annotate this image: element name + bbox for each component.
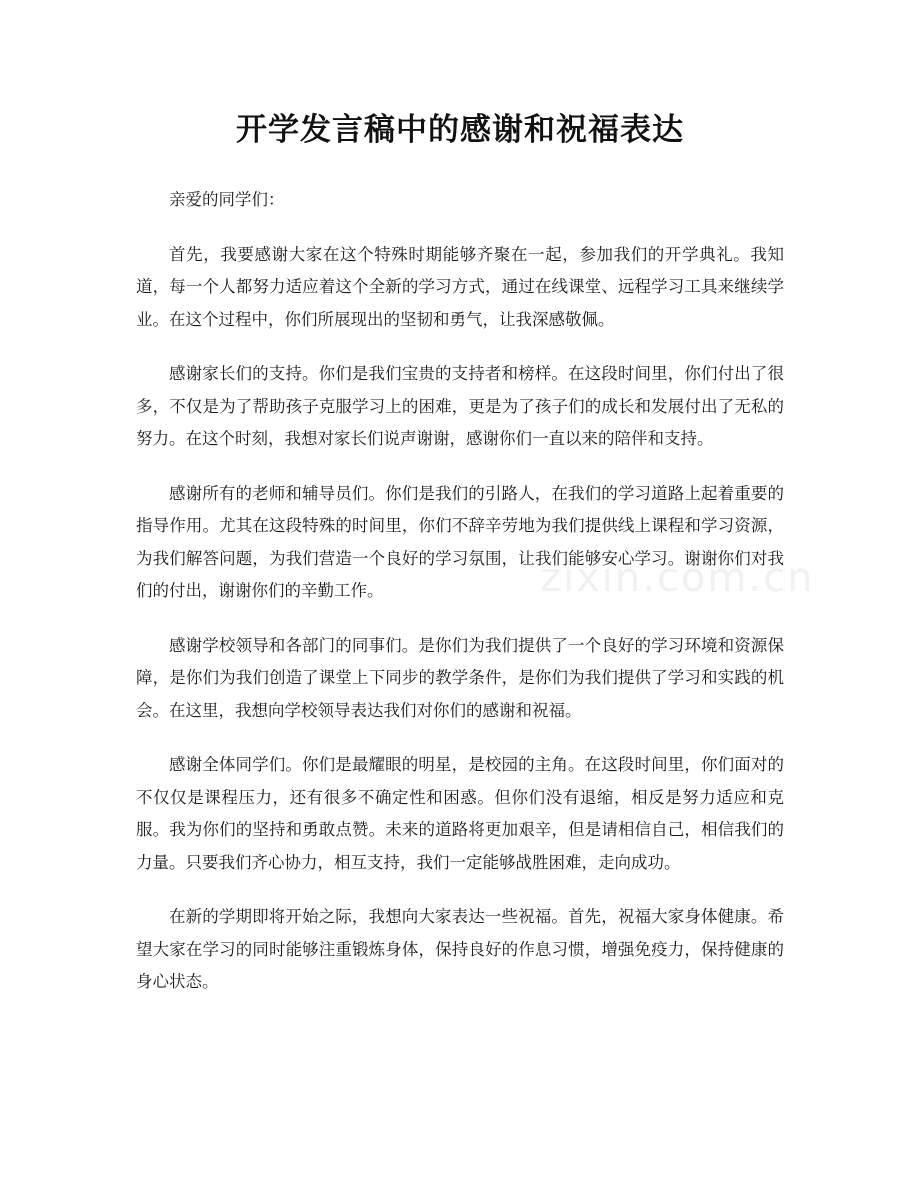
document-body <box>136 184 784 1021</box>
document-title: 开学发言稿中的感谢和祝福表达 <box>236 112 684 148</box>
watermark: zixin.com.cn <box>540 555 815 601</box>
paragraph: 首先，我要感谢大家在这个特殊时期能够齐聚在一起，参加我们的开学典礼。我知道，每一个人都努力适应着这个全新的学习方式，通过在线课堂、远程学习工具来继续学业。在这个过程中，你们所展现出的坚韧和勇气，让我深感敬佩。 <box>136 244 784 329</box>
paragraph: 感谢学校领导和各部门的同事们。是你们为我们提供了一个良好的学习环境和资源保障，是你们为我们创造了课堂上下同步的教学条件，是你们为我们提供了学习和实践的机会。在这里，我想向学校领导表达我们对你们的感谢和祝福。 <box>136 635 784 720</box>
salutation-paragraph: 亲爱的同学们： <box>169 190 285 209</box>
paragraph: 感谢全体同学们。你们是最耀眼的明星，是校园的主角。在这段时间里，你们面对的不仅仅是课程压力，还有很多不确定性和困惑。但你们没有退缩，相反是努力适应和克服。我为你们的坚持和勇敢点赞。未来的道路将更加艰辛，但是请相信自己，相信我们的力量。只要我们齐心协力，相互支持，我们一定能够战胜困难，走向成功。 <box>136 755 784 872</box>
paragraph: 感谢家长们的支持。你们是我们宝贵的支持者和榜样。在这段时间里，你们付出了很多，不仅是为了帮助孩子克服学习上的困难，更是为了孩子们的成长和发展付出了无私的努力。在这个时刻，我想对家长们说声谢谢，感谢你们一直以来的陪伴和支持。 <box>136 364 784 448</box>
paragraph: 在新的学期即将开始之际，我想向大家表达一些祝福。首先，祝福大家身体健康。希望大家在学习的同时能够注重锻炼身体，保持良好的作息习惯，增强免疫力，保持健康的身心状态。 <box>136 907 784 991</box>
paragraph: 感谢所有的老师和辅导员们。你们是我们的引路人，在我们的学习道路上起着重要的指导作用。尤其在这段特殊的时间里，你们不辞辛劳地为我们提供线上课程和学习资源，为我们解答问题，为我们营造一个良好的学习氛围，让我们能够安心学习。谢谢你们对我们的付出，谢谢你们的辛勤工作。 <box>136 483 784 600</box>
